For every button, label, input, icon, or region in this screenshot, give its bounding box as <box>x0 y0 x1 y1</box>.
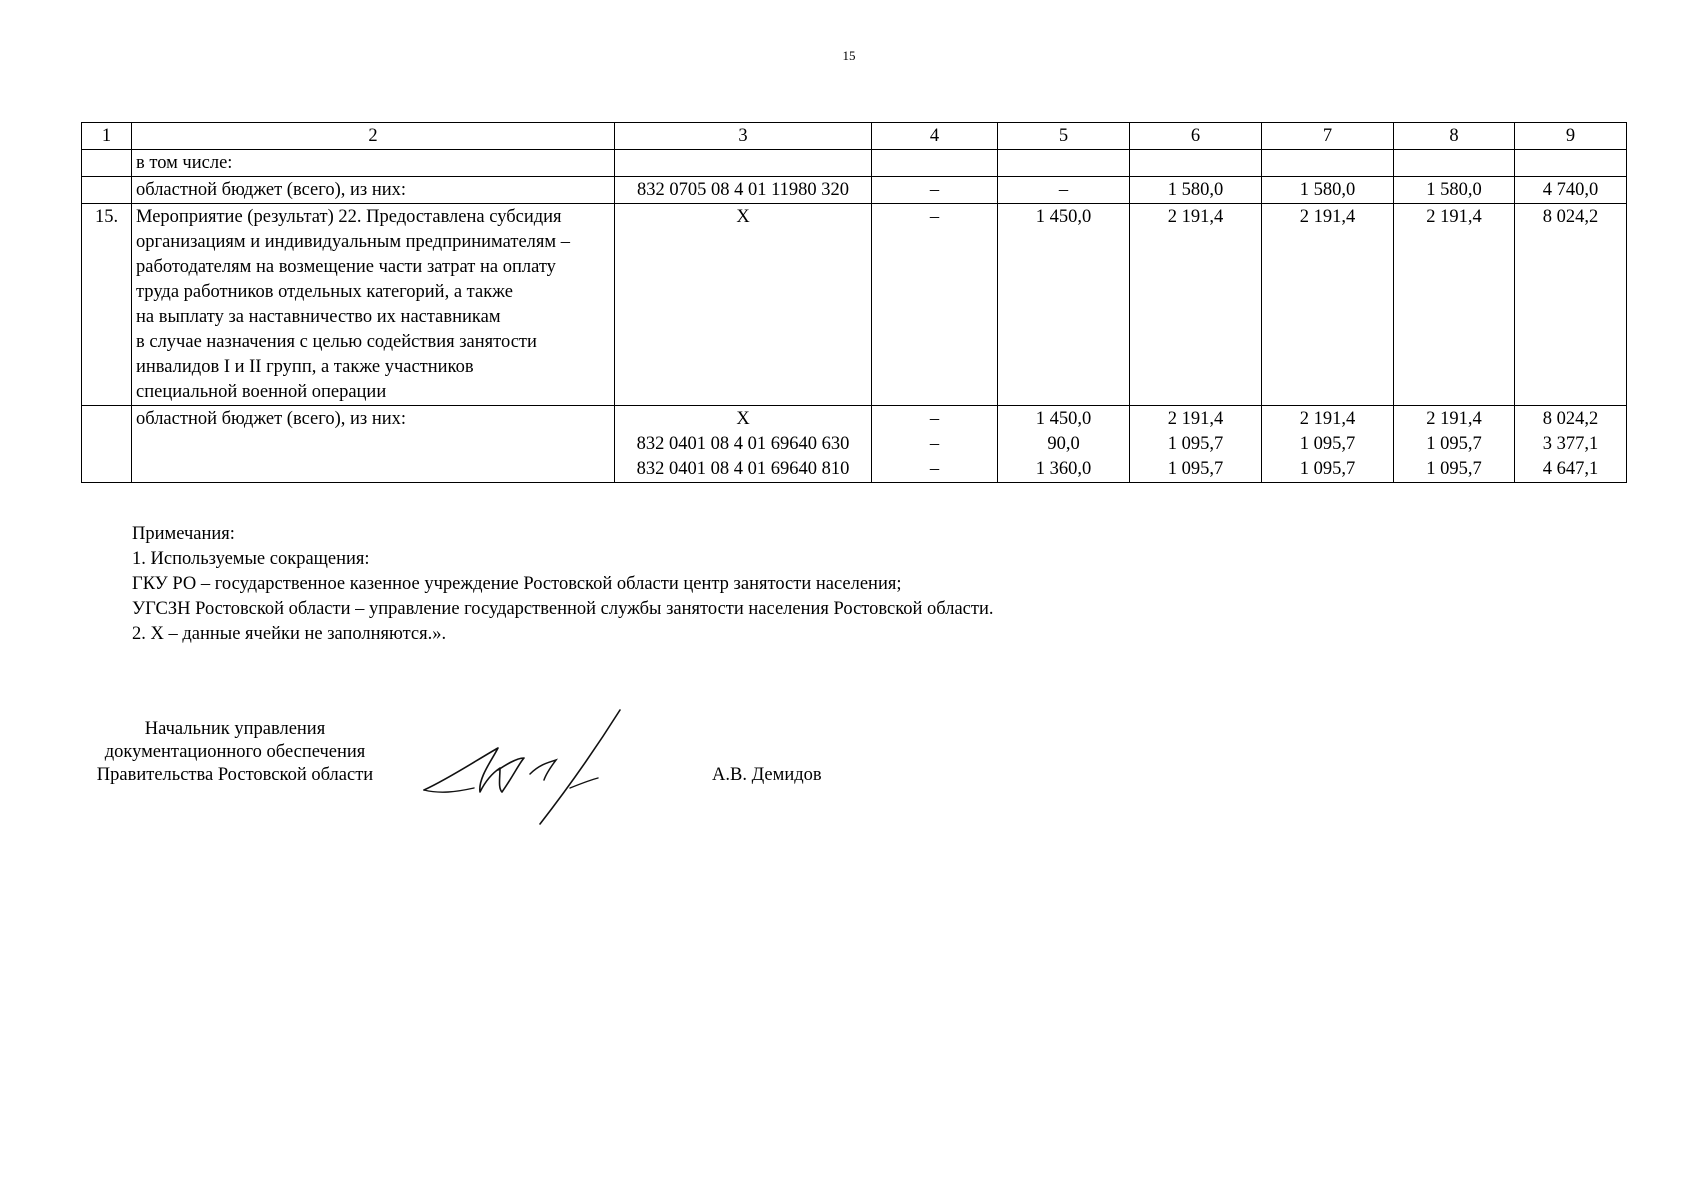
value-cell: 4 740,0 <box>1515 177 1627 204</box>
value-cell <box>998 406 1130 483</box>
value-cell: 2 191,4 <box>1130 204 1262 406</box>
budget-code: 832 0401 08 4 01 69640 810 <box>636 459 850 479</box>
value-line: 8 024,2 <box>1542 409 1599 429</box>
page-number: 15 <box>842 48 856 63</box>
budget-code: 832 0401 08 4 01 69640 630 <box>636 434 850 454</box>
table-cell <box>1130 150 1262 177</box>
value-cell: 2 191,4 <box>1394 204 1515 406</box>
value-line: 1 095,7 <box>1299 434 1356 454</box>
header-cell: 6 <box>1130 123 1262 150</box>
value-line: 1 360,0 <box>1035 459 1092 479</box>
value-line: 3 377,1 <box>1542 434 1599 454</box>
description-line: специальной военной операции <box>136 382 387 402</box>
value-line: 90,0 <box>1047 434 1080 454</box>
description-line: в случае назначения с целью содействия занятости <box>136 332 537 352</box>
note-line: 1. Используемые сокращения: <box>132 549 370 569</box>
notes-title: Примечания: <box>132 524 235 544</box>
value-cell <box>872 406 998 483</box>
including-label: в том числе: <box>132 150 615 177</box>
header-cell: 1 <box>82 123 132 150</box>
value-cell <box>1394 406 1515 483</box>
note-line: УГСЗН Ростовской области – управление государственной службы занятости населения Ростовской области. <box>132 599 994 619</box>
value-cell: – <box>872 177 998 204</box>
value-cell: 1 580,0 <box>1394 177 1515 204</box>
value-cell: 1 580,0 <box>1262 177 1394 204</box>
value-line: 1 095,7 <box>1167 459 1224 479</box>
header-cell: 7 <box>1262 123 1394 150</box>
table-row <box>82 406 1627 483</box>
position-line: документационного обеспечения <box>104 742 366 762</box>
budget-code: 832 0705 08 4 01 11980 320 <box>615 177 872 204</box>
value-cell: 1 450,0 <box>998 204 1130 406</box>
value-line: 1 095,7 <box>1426 459 1482 479</box>
table-cell <box>82 150 132 177</box>
measure-description <box>132 204 615 406</box>
value-cell: 1 580,0 <box>1130 177 1262 204</box>
value-line: 2 191,4 <box>1167 409 1224 429</box>
value-line: 1 095,7 <box>1426 434 1482 454</box>
signatory-position <box>70 718 400 787</box>
table-row <box>82 177 1627 204</box>
table-cell <box>615 150 872 177</box>
table-header-row <box>82 123 1627 150</box>
value-line: 2 191,4 <box>1299 409 1356 429</box>
value-line: – <box>929 459 940 479</box>
value-line: 1 095,7 <box>1299 459 1356 479</box>
table-row <box>82 204 1627 406</box>
table-cell <box>1515 150 1627 177</box>
budget-table <box>81 122 1627 483</box>
value-cell: 2 191,4 <box>1262 204 1394 406</box>
description-line: организациям и индивидуальным предпринимателям – <box>136 232 570 252</box>
handwritten-signature <box>420 708 630 826</box>
regional-budget-label: областной бюджет (всего), из них: <box>132 177 615 204</box>
table-cell <box>82 177 132 204</box>
value-line: 2 191,4 <box>1426 409 1482 429</box>
value-line: – <box>929 434 940 454</box>
value-cell <box>1262 406 1394 483</box>
value-cell <box>1130 406 1262 483</box>
note-line: ГКУ РО – государственное казенное учреждение Ростовской области центр занятости населения; <box>132 574 902 594</box>
position-line: Начальник управления <box>144 719 326 739</box>
signatory-name: А.В. Демидов <box>712 765 822 785</box>
value-cell: – <box>872 204 998 406</box>
table-cell <box>872 150 998 177</box>
description-line: труда работников отдельных категорий, а также <box>136 282 513 302</box>
table-row <box>82 150 1627 177</box>
budget-code: X <box>615 204 872 406</box>
header-cell: 4 <box>872 123 998 150</box>
header-cell: 9 <box>1515 123 1627 150</box>
value-line: 1 095,7 <box>1167 434 1224 454</box>
table-cell <box>1262 150 1394 177</box>
position-line: Правительства Ростовской области <box>96 765 374 785</box>
description-line: Мероприятие (результат) 22. Предоставлена субсидия <box>136 207 562 227</box>
description-line: работодателям на возмещение части затрат на оплату <box>136 257 556 277</box>
value-cell: – <box>998 177 1130 204</box>
value-line: 4 647,1 <box>1542 459 1599 479</box>
notes-section <box>132 522 994 647</box>
value-line: – <box>929 409 940 429</box>
description-line: инвалидов I и II групп, а также участников <box>136 357 474 377</box>
table-cell <box>82 406 132 483</box>
header-cell: 8 <box>1394 123 1515 150</box>
row-number: 15. <box>82 204 132 406</box>
regional-budget-label: областной бюджет (всего), из них: <box>132 406 615 483</box>
value-line: 1 450,0 <box>1035 409 1092 429</box>
note-line: 2. X – данные ячейки не заполняются.». <box>132 624 447 644</box>
description-line: на выплату за наставничество их наставникам <box>136 307 501 327</box>
header-cell: 5 <box>998 123 1130 150</box>
table-cell <box>998 150 1130 177</box>
header-cell: 3 <box>615 123 872 150</box>
header-cell: 2 <box>132 123 615 150</box>
budget-code: X <box>736 409 750 429</box>
budget-code-cell <box>615 406 872 483</box>
value-cell: 8 024,2 <box>1515 204 1627 406</box>
table-cell <box>1394 150 1515 177</box>
value-cell <box>1515 406 1627 483</box>
